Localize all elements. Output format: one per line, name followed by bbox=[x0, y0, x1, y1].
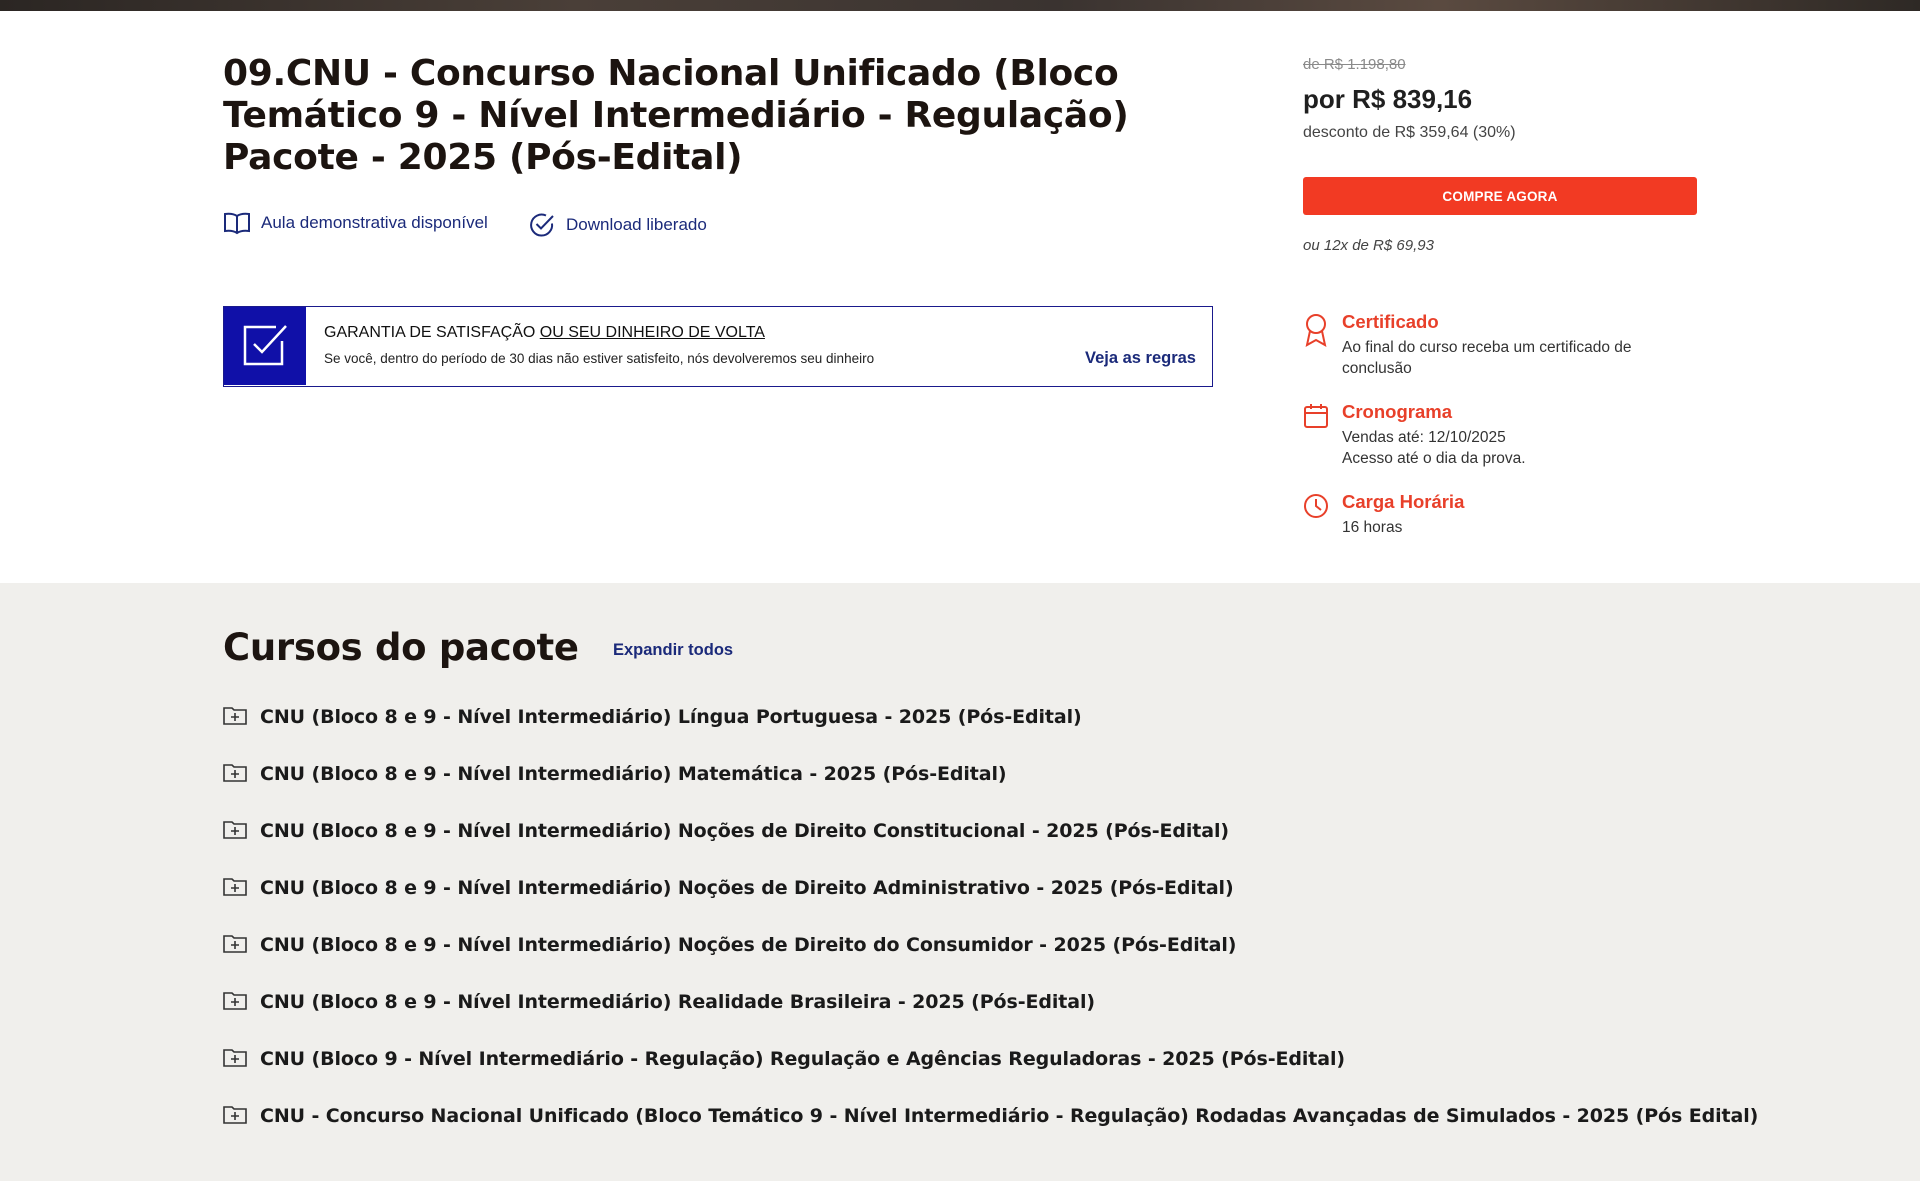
guarantee-check-box bbox=[224, 307, 306, 385]
clock-icon bbox=[1303, 493, 1329, 523]
course-title: CNU (Bloco 8 e 9 - Nível Intermediário) Noções de Direito do Consumidor - 2025 (Pós-Edital) bbox=[260, 933, 1237, 956]
feature-demo-label: Aula demonstrativa disponível bbox=[261, 213, 488, 232]
schedule-sales-until: Vendas até: 12/10/2025 bbox=[1342, 429, 1506, 446]
hero-banner-strip bbox=[0, 0, 1920, 11]
schedule-access-until: Acesso até o dia da prova. bbox=[1342, 450, 1526, 467]
course-title: CNU (Bloco 9 - Nível Intermediário - Regulação) Regulação e Agências Reguladoras - 2025 (Pós-Edital) bbox=[260, 1047, 1345, 1070]
award-ribbon-icon bbox=[1303, 313, 1329, 351]
workload-text: 16 horas bbox=[1342, 519, 1403, 536]
folder-plus-icon bbox=[223, 876, 247, 900]
course-item[interactable] bbox=[223, 980, 1723, 1037]
folder-plus-icon bbox=[223, 1047, 247, 1071]
current-price: por R$ 839,16 bbox=[1303, 84, 1473, 114]
course-item[interactable] bbox=[223, 866, 1723, 923]
book-icon bbox=[223, 211, 251, 235]
guarantee-title bbox=[324, 324, 765, 342]
course-item[interactable] bbox=[223, 695, 1723, 752]
info-workload bbox=[1303, 491, 1703, 541]
feature-download-label: Download liberado bbox=[566, 215, 707, 234]
course-title: CNU (Bloco 8 e 9 - Nível Intermediário) Língua Portuguesa - 2025 (Pós-Edital) bbox=[260, 705, 1082, 728]
installments-text: ou 12x de R$ 69,93 bbox=[1303, 237, 1434, 254]
checkbox-checked-icon bbox=[240, 319, 290, 373]
feature-download bbox=[528, 211, 707, 239]
folder-plus-icon bbox=[223, 1104, 247, 1128]
course-item[interactable] bbox=[223, 809, 1723, 866]
course-list bbox=[223, 695, 1759, 1151]
course-title: CNU (Bloco 8 e 9 - Nível Intermediário) Noções de Direito Constitucional - 2025 (Pós-Edital) bbox=[260, 819, 1229, 842]
certificate-text: Ao final do curso receba um certificado de conclusão bbox=[1342, 339, 1632, 377]
guarantee-description: Se você, dentro do período de 30 dias não estiver satisfeito, nós devolveremos seu dinheiro bbox=[324, 351, 875, 366]
info-schedule bbox=[1303, 401, 1703, 471]
course-title: CNU (Bloco 8 e 9 - Nível Intermediário) Matemática - 2025 (Pós-Edital) bbox=[260, 762, 1007, 785]
guarantee-title-prefix: GARANTIA DE SATISFAÇÃO bbox=[324, 324, 540, 341]
calendar-icon bbox=[1303, 403, 1329, 433]
page-title: 09.CNU - Concurso Nacional Unificado (Bloco Temático 9 - Nível Intermediário - Regulação) Pacote - 2025 (Pós-Edital) bbox=[223, 53, 1129, 178]
folder-plus-icon bbox=[223, 819, 247, 843]
folder-plus-icon bbox=[223, 933, 247, 957]
guarantee-banner bbox=[223, 306, 1213, 387]
expand-all-link[interactable]: Expandir todos bbox=[613, 641, 734, 659]
course-title: CNU - Concurso Nacional Unificado (Bloco Temático 9 - Nível Intermediário - Regulação) Rodadas Avançadas de Simulados - 2025 (Pós Edital) bbox=[260, 1104, 1759, 1127]
workload-title: Carga Horária bbox=[1342, 491, 1465, 512]
feature-demo-class bbox=[223, 211, 488, 235]
folder-plus-icon bbox=[223, 705, 247, 729]
course-title: CNU (Bloco 8 e 9 - Nível Intermediário) Noções de Direito Administrativo - 2025 (Pós-Edital) bbox=[260, 876, 1234, 899]
info-certificate bbox=[1303, 311, 1703, 381]
course-title: CNU (Bloco 8 e 9 - Nível Intermediário) Realidade Brasileira - 2025 (Pós-Edital) bbox=[260, 990, 1095, 1013]
course-item[interactable] bbox=[223, 923, 1723, 980]
schedule-text bbox=[1342, 427, 1682, 469]
course-item[interactable] bbox=[223, 752, 1723, 809]
buy-now-button[interactable]: COMPRE AGORA bbox=[1303, 177, 1697, 215]
course-item[interactable] bbox=[223, 1094, 1759, 1151]
folder-plus-icon bbox=[223, 990, 247, 1014]
courses-section-title: Cursos do pacote bbox=[223, 626, 579, 669]
old-price: de R$ 1.198,80 bbox=[1303, 56, 1406, 73]
certificate-title: Certificado bbox=[1342, 311, 1439, 332]
folder-plus-icon bbox=[223, 762, 247, 786]
schedule-title: Cronograma bbox=[1342, 401, 1452, 422]
guarantee-title-underlined: OU SEU DINHEIRO DE VOLTA bbox=[539, 324, 765, 341]
check-circle-icon bbox=[528, 211, 556, 239]
course-item[interactable] bbox=[223, 1037, 1723, 1094]
guarantee-rules-link[interactable]: Veja as regras bbox=[1084, 349, 1196, 367]
discount-text: desconto de R$ 359,64 (30%) bbox=[1303, 124, 1516, 141]
